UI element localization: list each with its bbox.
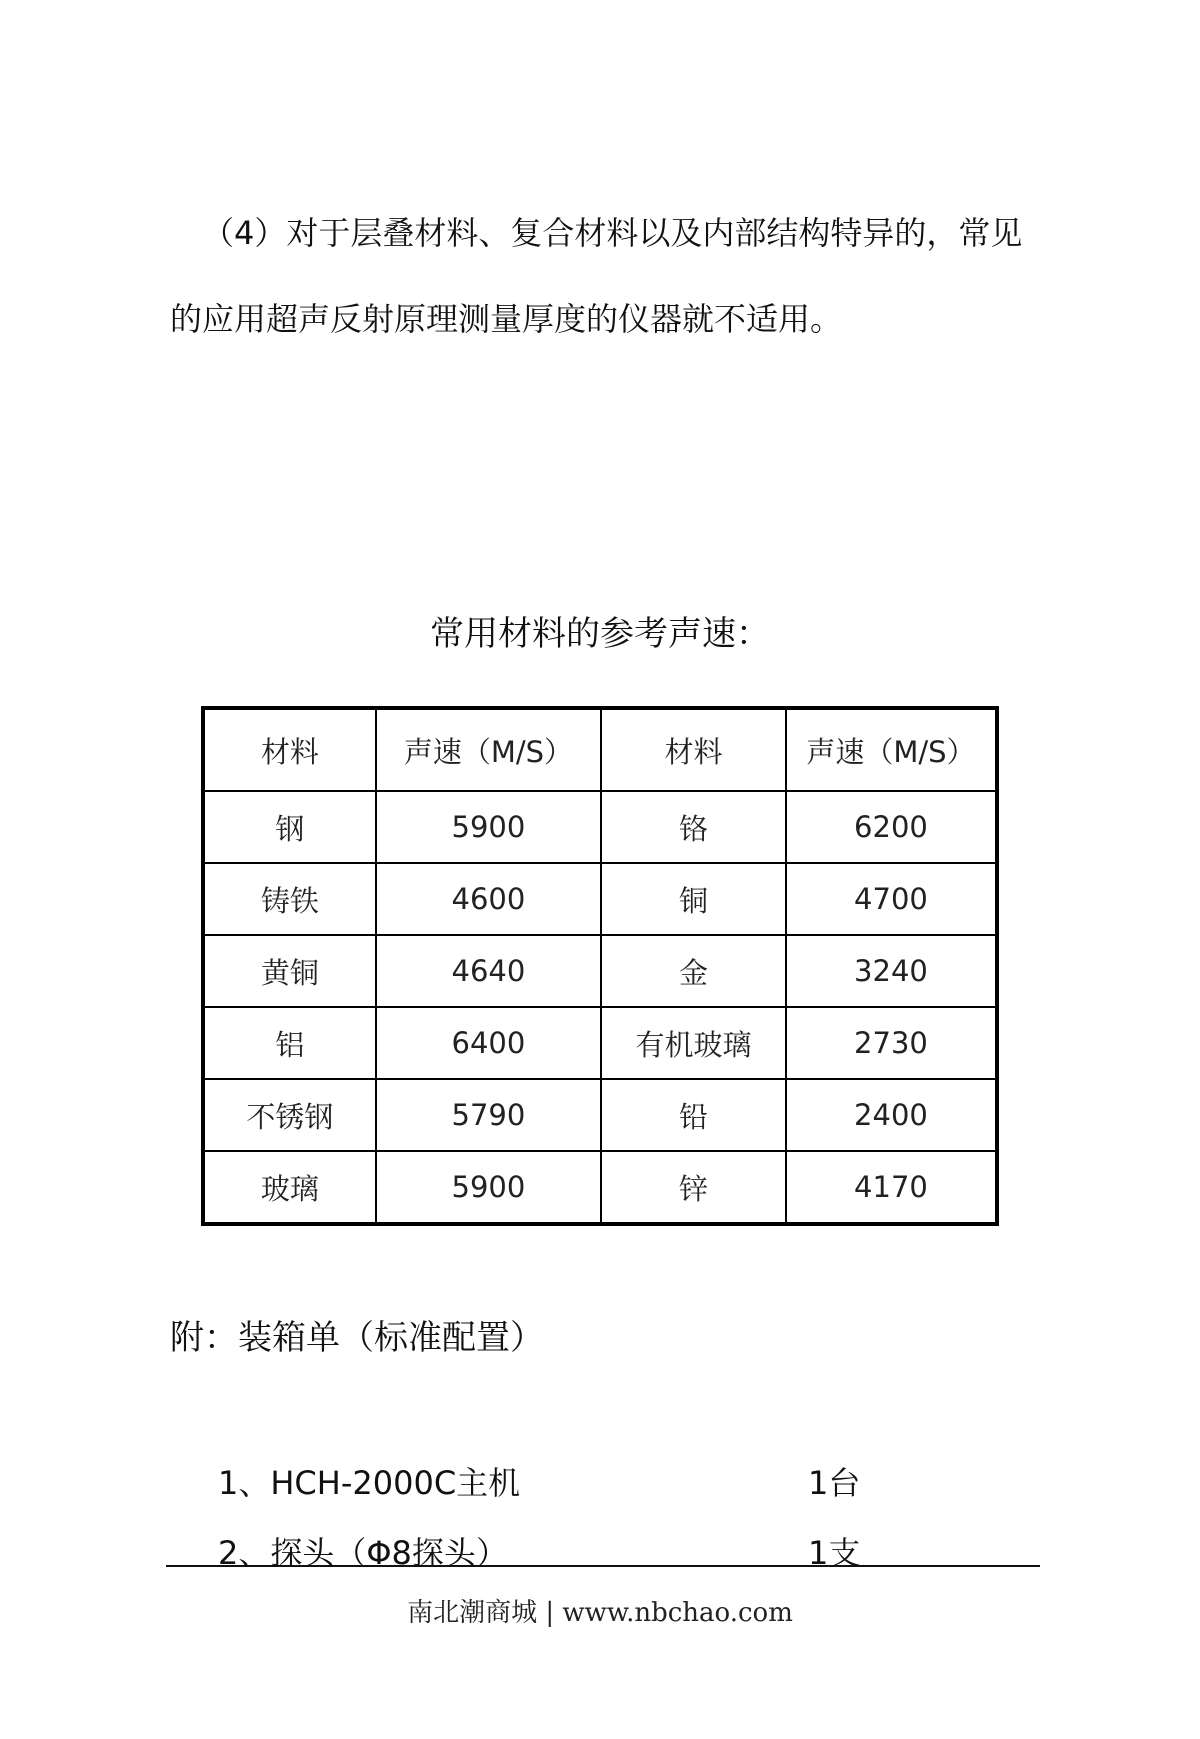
table-header-row (203, 708, 997, 791)
pack-item-qty: 1台 (808, 1464, 861, 1502)
table-cell: 铸铁 (203, 863, 376, 935)
table-cell: 有机玻璃 (601, 1007, 786, 1079)
header-speed-2: 声速（M/S） (786, 708, 997, 791)
table-cell: 黄铜 (203, 935, 376, 1007)
pack-item-qty: 1支 (808, 1534, 861, 1572)
table-row (203, 791, 997, 863)
table-cell: 4170 (786, 1151, 997, 1224)
pack-item-name: 2、探头（Φ8探头） (218, 1534, 508, 1572)
table-row (203, 1007, 997, 1079)
list-item (218, 1518, 918, 1588)
intro-paragraph: （4）对于层叠材料、复合材料以及内部结构特异的，常见的应用超声反射原理测量厚度的仪器就不适用。 (170, 214, 1023, 338)
table-cell: 4700 (786, 863, 997, 935)
table-cell: 5900 (376, 791, 601, 863)
table-cell: 铬 (601, 791, 786, 863)
table-cell: 5790 (376, 1079, 601, 1151)
table-cell: 铝 (203, 1007, 376, 1079)
table-cell: 4600 (376, 863, 601, 935)
sound-speed-table (201, 706, 999, 1226)
table-cell: 2730 (786, 1007, 997, 1079)
table-row (203, 1079, 997, 1151)
table-cell: 3240 (786, 935, 997, 1007)
table-row (203, 935, 997, 1007)
packing-list (218, 1448, 918, 1588)
table-cell: 铅 (601, 1079, 786, 1151)
appendix-title: 附：装箱单（标准配置） (170, 1318, 544, 1358)
footer-divider (166, 1565, 1040, 1567)
table-cell: 6400 (376, 1007, 601, 1079)
table-cell: 4640 (376, 935, 601, 1007)
table-cell: 不锈钢 (203, 1079, 376, 1151)
header-material-1: 材料 (203, 708, 376, 791)
pack-item-name: 1、HCH-2000C主机 (218, 1464, 521, 1502)
table-row (203, 863, 997, 935)
table-title: 常用材料的参考声速： (430, 614, 770, 654)
table-cell: 铜 (601, 863, 786, 935)
table-row (203, 1151, 997, 1224)
page-footer: 南北潮商城 | www.nbchao.com (407, 1598, 793, 1628)
table-cell: 5900 (376, 1151, 601, 1224)
table-cell: 玻璃 (203, 1151, 376, 1224)
header-speed-1: 声速（M/S） (376, 708, 601, 791)
table-cell: 锌 (601, 1151, 786, 1224)
table-cell: 6200 (786, 791, 997, 863)
header-material-2: 材料 (601, 708, 786, 791)
list-item (218, 1448, 918, 1518)
table-cell: 钢 (203, 791, 376, 863)
table-cell: 2400 (786, 1079, 997, 1151)
table-cell: 金 (601, 935, 786, 1007)
